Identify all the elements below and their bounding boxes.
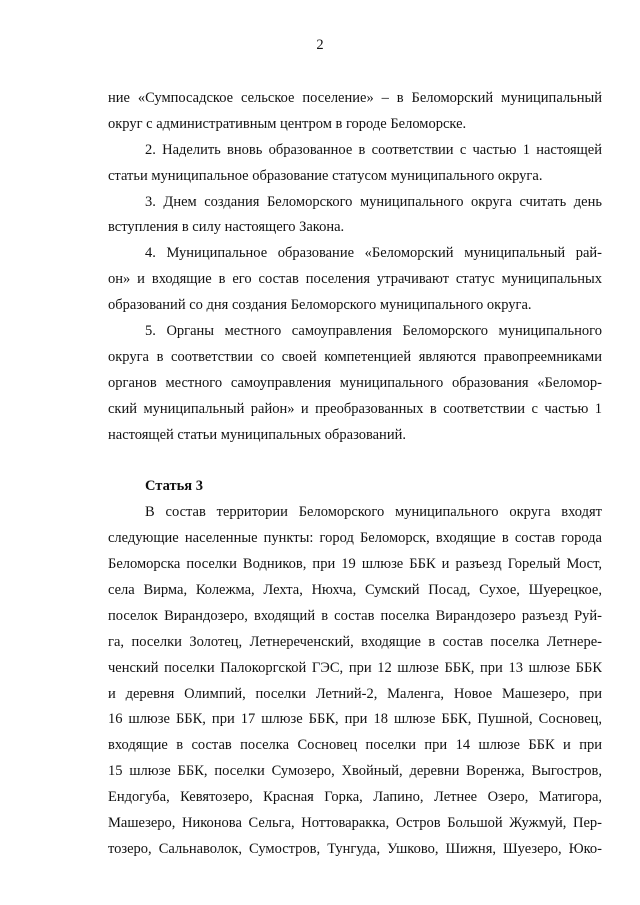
text-line: Машезеро, Никонова Сельга, Ноттоваракка, Остров Большой Жужмуй, Пер- bbox=[108, 815, 602, 832]
text-line: Беломорска поселки Водников, при 19 шлюзе ББК и разъезд Горелый Мост, bbox=[108, 556, 602, 573]
article-3-body bbox=[108, 500, 602, 862]
text-line: 5. Органы местного самоуправления Беломорского муниципального bbox=[145, 323, 602, 340]
text-line: он» и входящие в его состав поселения утрачивают статус муниципальных bbox=[108, 271, 602, 288]
text-line: га, поселки Золотец, Летнереченский, входящие в состав поселка Летнере- bbox=[108, 633, 602, 650]
text-line: поселок Вирандозеро, входящий в состав поселка Вирандозеро разъезд Руй- bbox=[108, 607, 602, 624]
text-line: настоящей статьи муниципальных образований. bbox=[108, 426, 406, 443]
page-number: 2 bbox=[316, 37, 324, 53]
text-line: вступления в силу настоящего Закона. bbox=[108, 219, 345, 236]
text-line: статьи муниципальное образование статусом муниципального округа. bbox=[108, 167, 543, 184]
text-line: ченский поселки Палокоргской ГЭС, при 12 шлюзе ББК, при 13 шлюзе ББК bbox=[108, 659, 602, 676]
text-line: ский муниципальный район» и преобразованных в соответствии с частью 1 bbox=[108, 400, 602, 417]
text-line: 16 шлюзе ББК, при 17 шлюзе ББК, при 18 шлюзе ББК, Пушной, Сосновец, bbox=[108, 711, 602, 728]
text-line: образований со дня создания Беломорского муниципального округа. bbox=[108, 297, 532, 314]
paragraphs-block bbox=[108, 86, 602, 448]
text-line: тозеро, Сальнаволок, Сумостров, Тунгуда, Ушково, Шижня, Шуезеро, Юко- bbox=[108, 840, 602, 857]
text-line: села Вирма, Колежма, Лехта, Нюхча, Сумский Посад, Сухое, Шуерецкое, bbox=[108, 582, 602, 599]
text-line: округа в соответствии со своей компетенцией являются правопреемниками bbox=[108, 348, 602, 365]
text-line: округ с административным центром в городе Беломорске. bbox=[108, 115, 467, 132]
text-line: входящие в состав поселка Сосновец поселки при 14 шлюзе ББК и при bbox=[108, 737, 602, 754]
text-line: 3. Днем создания Беломорского муниципального округа считать день bbox=[145, 193, 602, 210]
document-body bbox=[108, 86, 602, 863]
text-line: Ендогуба, Кевятозеро, Красная Горка, Лапино, Летнее Озеро, Матигора, bbox=[108, 789, 602, 806]
text-line: ние «Сумпосадское сельское поселение» – в Беломорский муниципальный bbox=[108, 90, 602, 106]
text-line: органов местного самоуправления муниципального образования «Беломор- bbox=[108, 374, 602, 391]
text-line: 15 шлюзе ББК, поселки Сумозеро, Хвойный, деревни Воренжа, Выгостров, bbox=[108, 763, 602, 780]
paragraph-gap bbox=[108, 448, 602, 474]
article-heading: Статья 3 bbox=[145, 478, 203, 495]
text-line: следующие населенные пункты: город Беломорск, входящие в состав города bbox=[108, 530, 602, 547]
text-line: 4. Муниципальное образование «Беломорский муниципальный рай- bbox=[145, 245, 602, 262]
text-line: и деревня Олимпий, поселки Летний-2, Маленга, Новое Машезеро, при bbox=[108, 685, 602, 702]
text-line: 2. Наделить вновь образованное в соответствии с частью 1 настоящей bbox=[145, 141, 602, 158]
text-line: В состав территории Беломорского муниципального округа входят bbox=[145, 504, 602, 521]
